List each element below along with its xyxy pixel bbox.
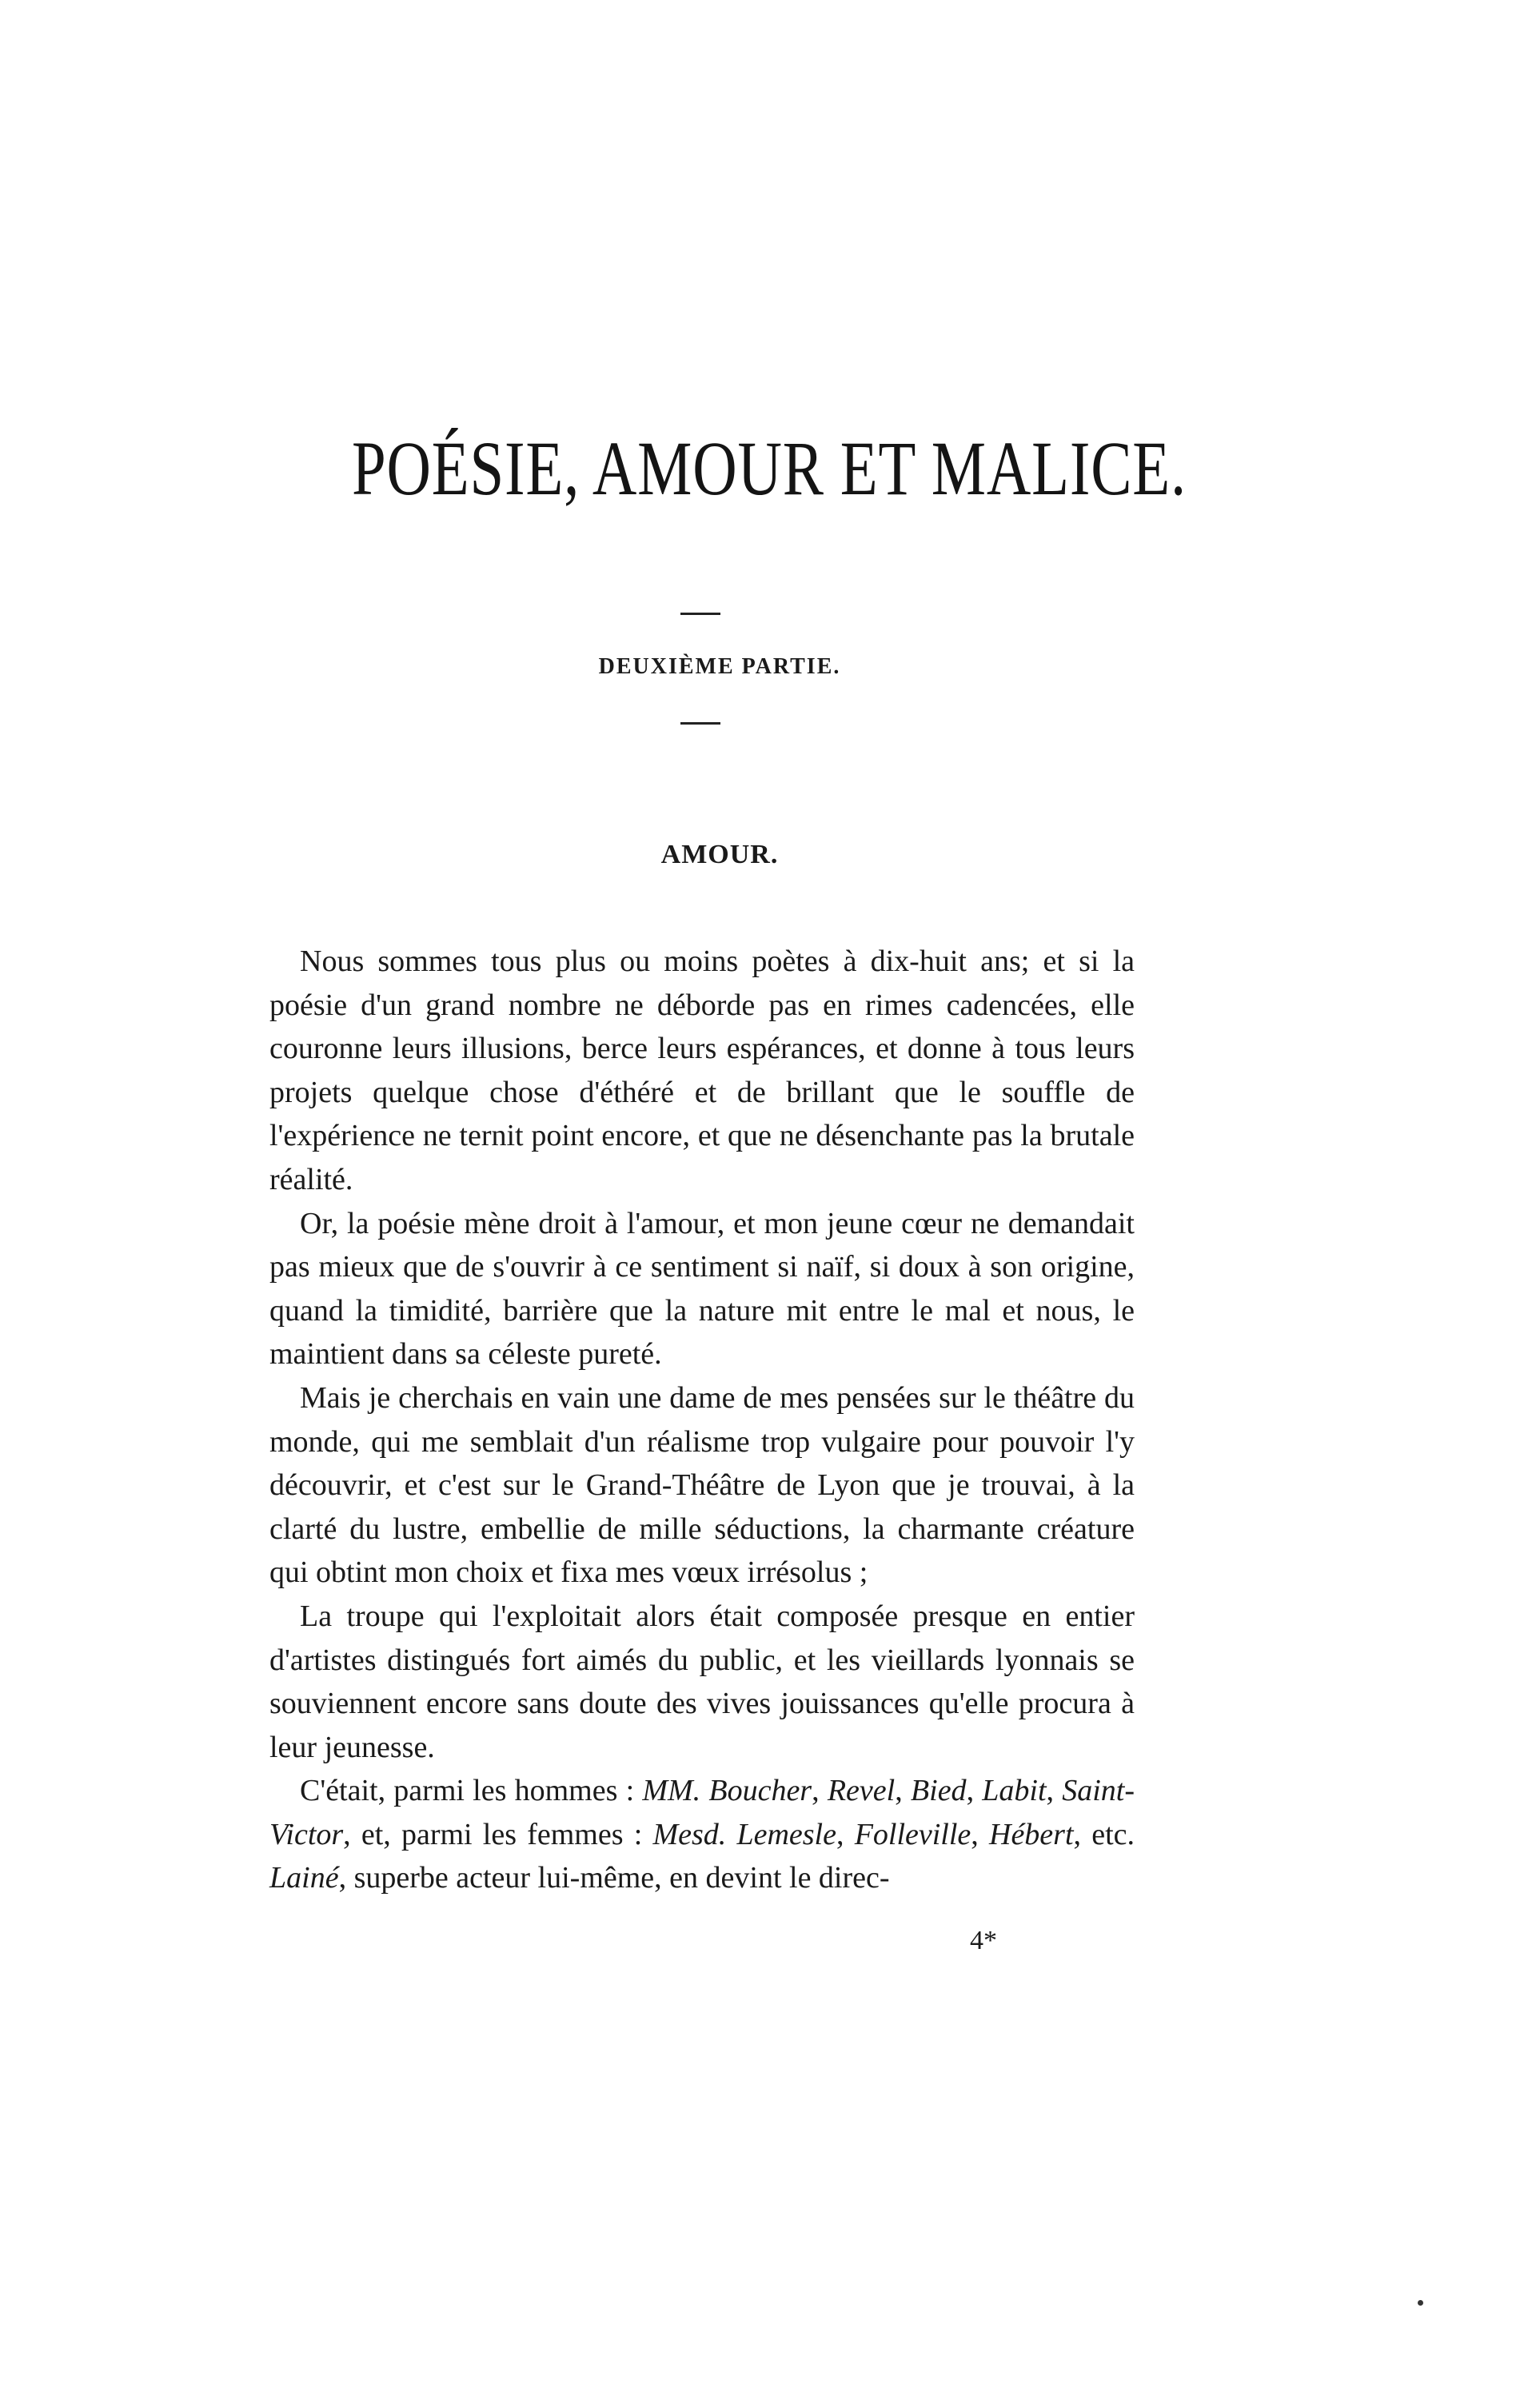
name-italic: Labit xyxy=(982,1774,1047,1808)
paragraph-text: C'était, parmi les hommes : xyxy=(300,1774,643,1808)
paragraph-text: Nous sommes tous plus ou moins poètes à dix-huit ans; et si la poésie d'un grand nombre ne déborde pas en rimes cadencées, elle couronne leurs illusions, berce leurs espérances, et donne à tous leurs projets quelque chose d'éthéré et de brillant que le souffle de l'expérience ne ternit point encore, et que ne désenchante pas la brutale réalité. xyxy=(269,944,1135,1196)
name-italic: Folleville xyxy=(854,1817,971,1851)
paragraph-text: , xyxy=(966,1774,983,1808)
paragraph-text: Mais je cherchais en vain une dame de mes pensées sur le théâtre du monde, qui me semblait d'un réalisme trop vulgaire pour pouvoir l'y découvrir, et c'est sur le Grand-Théâtre de Lyon que je trouvai, à la clarté du lustre, embellie de mille séductions, la charmante créature qui obtint mon choix et fixa mes vœux irrésolus ; xyxy=(269,1380,1135,1590)
paragraph-2 xyxy=(269,1202,1135,1376)
paragraph-text: La troupe qui l'exploitait alors était composée presque en entier d'artistes distingués fort aimés du public, et les vieillards lyonnais se souviennent encore sans doute des vives jouissances qu'elle procura à leur jeunesse. xyxy=(269,1599,1135,1764)
name-italic: Mesd. Lemesle xyxy=(652,1817,836,1851)
part-heading: DEUXIÈME PARTIE. xyxy=(598,654,841,679)
paragraph-text: , xyxy=(895,1774,911,1808)
name-italic: MM. Boucher xyxy=(642,1774,812,1808)
paragraph-4 xyxy=(269,1595,1135,1769)
paragraph-text: , xyxy=(812,1774,828,1808)
paragraph-text: Or, la poésie mène droit à l'amour, et mon jeune cœur ne demandait pas mieux que de s'ouvrir à ce sentiment si naïf, si doux à son origine, quand la timidité, barrière que la nature mit entre le mal et nous, le maintient dans sa céleste pureté. xyxy=(269,1206,1135,1372)
paragraph-text: , xyxy=(1046,1774,1063,1808)
ink-speck xyxy=(1418,2300,1423,2306)
paragraph-5 xyxy=(269,1769,1135,1900)
body-text xyxy=(269,940,1135,1900)
separator-rule-top xyxy=(680,613,720,615)
name-italic: Bied xyxy=(910,1774,967,1808)
section-heading: AMOUR. xyxy=(660,840,779,869)
paragraph-1 xyxy=(269,940,1135,1202)
paragraph-text: , etc. xyxy=(1073,1817,1135,1851)
paragraph-text: , xyxy=(836,1817,855,1851)
paragraph-3 xyxy=(269,1376,1135,1595)
name-italic: Lainé xyxy=(269,1861,339,1895)
paragraph-text: , superbe acteur lui-même, en devint le direc- xyxy=(338,1861,890,1895)
paragraph-text: , xyxy=(971,1817,989,1851)
signature-mark: 4* xyxy=(970,1926,997,1955)
name-italic: Revel xyxy=(827,1774,896,1808)
paragraph-text: , et, parmi les femmes : xyxy=(343,1817,653,1851)
name-italic: Saint-Victor xyxy=(269,1774,1135,1851)
page-title: POÉSIE, AMOUR ET MALICE. xyxy=(352,425,1187,511)
name-italic: Hébert xyxy=(989,1817,1074,1851)
separator-rule-bottom xyxy=(680,722,720,725)
